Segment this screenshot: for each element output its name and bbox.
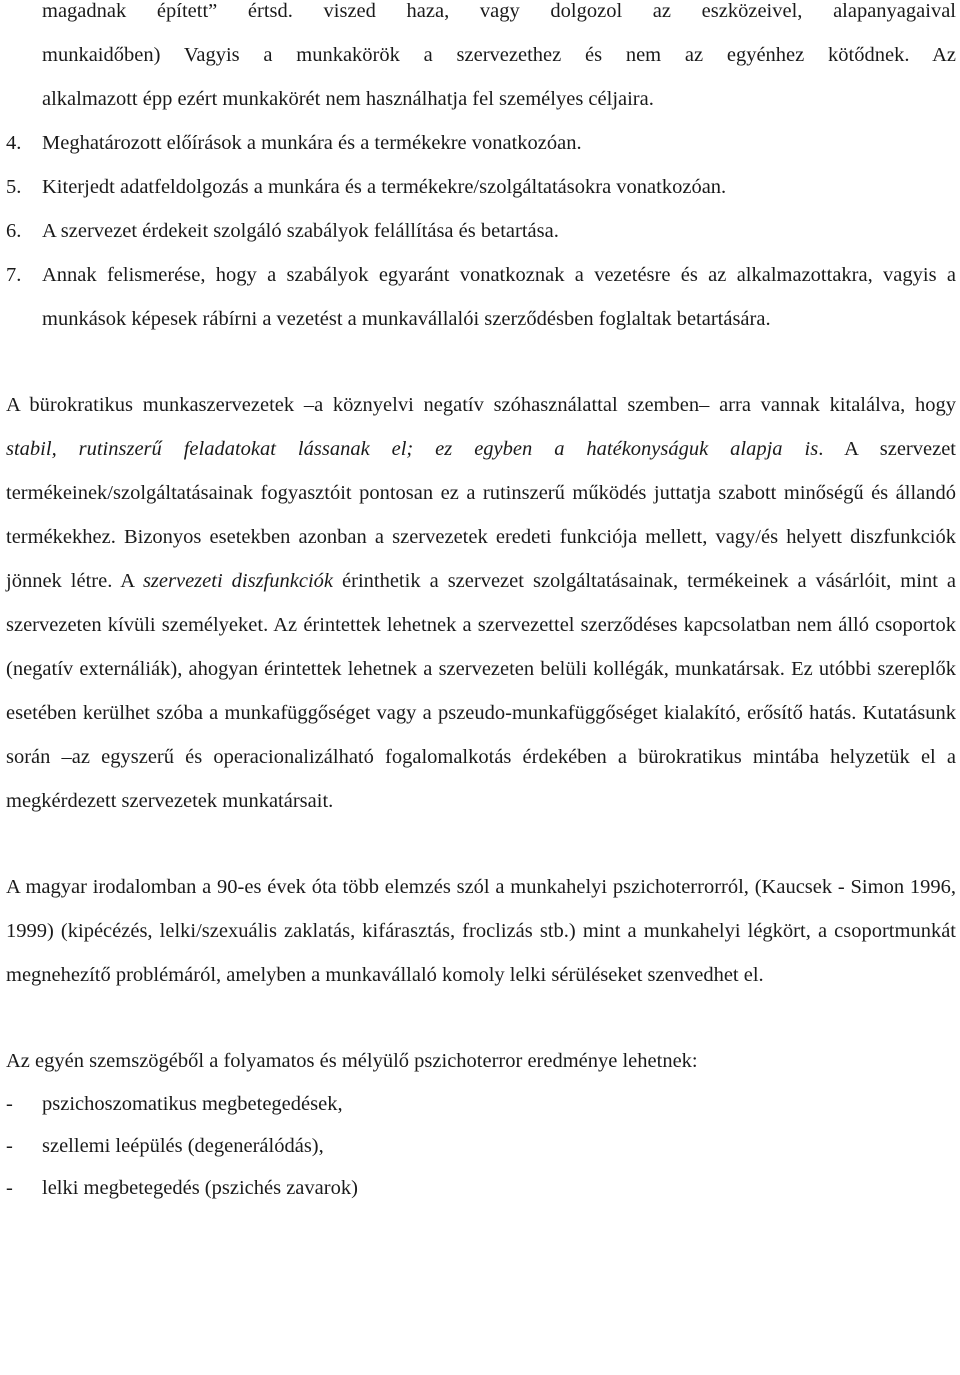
paragraph-literature: A magyar irodalomban a 90-es évek óta több elemzés szól a munkahelyi pszichoterrorról, (Kaucsek - Simon 1996, 1999) (kipécézés, lelki/szexuális zaklatás, kifárasztás, froclizás stb.) mint a munkahelyi légkört, a csoportmunkát megnehezítő problémáról, amelyben a munkavállaló komoly lelki sérüléseket szenvedhet el. bbox=[6, 876, 956, 986]
list-item-7 bbox=[6, 253, 956, 341]
text-line: magadnak épített” értsd. viszed haza, vagy dolgozol az eszközeivel, alapanyagaival bbox=[42, 0, 956, 22]
dash-list-item bbox=[6, 1083, 956, 1125]
text-line: alkalmazott épp ezért munkakörét nem használhatja fel személyes céljaira. bbox=[42, 88, 654, 110]
paragraph-bureaucratic bbox=[6, 383, 956, 823]
paragraph-text: érinthetik a szervezet szolgáltatásainak, termékeinek a vásárlóit, mint a szervezeten kívüli személyeket. Az érintettek lehetnek a szervezettel szerződéses kapcsolatban nem álló csoportok (negatív externáliák), ahogyan érintettek lehetnek a szervezeten belüli kollégák, munkatársak. Ez utóbbi szereplők esetében kerülhet szóba a munkafüggőséget vagy a pszeudo-munkafüggőséget kialakító, erősítő hatás. Kutatásunk során –az egyszerű és operacionalizálható fogalomalkotás érdekében a bürokratikus mintába helyzetük el a megkérdezett szervezetek munkatársait. bbox=[6, 570, 956, 812]
dash-bullet: - bbox=[6, 1177, 13, 1199]
item-text: A szervezet érdekeit szolgáló szabályok felállítása és betartása. bbox=[42, 220, 559, 242]
list-item-5 bbox=[6, 165, 956, 209]
item-number: 7. bbox=[6, 264, 22, 286]
dash-bullet: - bbox=[6, 1093, 13, 1115]
item-number: 5. bbox=[6, 176, 22, 198]
dash-bullet: - bbox=[6, 1135, 13, 1157]
paragraph-italic-text: stabil, rutinszerű feladatokat lássanak el; ez egyben a hatékonyságuk alapja is bbox=[6, 438, 819, 460]
dash-list-item bbox=[6, 1125, 956, 1167]
item-number: 4. bbox=[6, 132, 22, 154]
document-page bbox=[6, 0, 956, 1209]
item-text: Meghatározott előírások a munkára és a termékekre vonatkozóan. bbox=[42, 132, 582, 154]
dash-item-text: lelki megbetegedés (pszichés zavarok) bbox=[42, 1177, 358, 1199]
item-text: Kiterjedt adatfeldolgozás a munkára és a termékekre/szolgáltatásokra vonatkozóan. bbox=[42, 176, 727, 198]
dash-item-text: szellemi leépülés (degenerálódás), bbox=[42, 1135, 324, 1157]
paragraph-italic-text: szervezeti diszfunkciók bbox=[142, 570, 333, 592]
list-item-3-continuation bbox=[6, 0, 956, 121]
dash-list-item bbox=[6, 1167, 956, 1209]
item-text: Annak felismerése, hogy a szabályok egyaránt vonatkoznak a vezetésre és az alkalmazottakra, vagyis a munkások képesek rábírni a vezetést a munkavállalói szerződésben foglaltak betartására. bbox=[42, 264, 956, 330]
list-item-4 bbox=[6, 121, 956, 165]
list-item-6 bbox=[6, 209, 956, 253]
dash-item-text: pszichoszomatikus megbetegedések, bbox=[42, 1093, 343, 1115]
paragraph-text: . A szervezet termékeinek/szolgáltatásainak fogyasztóit pontosan ez a rutinszerű működés juttatja szabott minőségű és állandó termékekhez. Bizonyos esetekben azonban a szervezetek eredeti funkciója mellett, vagy/és helyett diszfunkciók jönnek létre. A bbox=[6, 438, 956, 592]
paragraph-consequences-intro: Az egyén szemszögéből a folyamatos és mélyülő pszichoterror eredménye lehetnek: bbox=[6, 1050, 698, 1072]
text-line: munkaidőben) Vagyis a munkakörök a szervezethez és nem az egyénhez kötődnek. Az bbox=[42, 44, 956, 66]
item-number: 6. bbox=[6, 220, 22, 242]
paragraph-text: A bürokratikus munkaszervezetek –a köznyelvi negatív szóhasználattal szemben– arra vannak kitalálva, hogy bbox=[6, 394, 956, 416]
